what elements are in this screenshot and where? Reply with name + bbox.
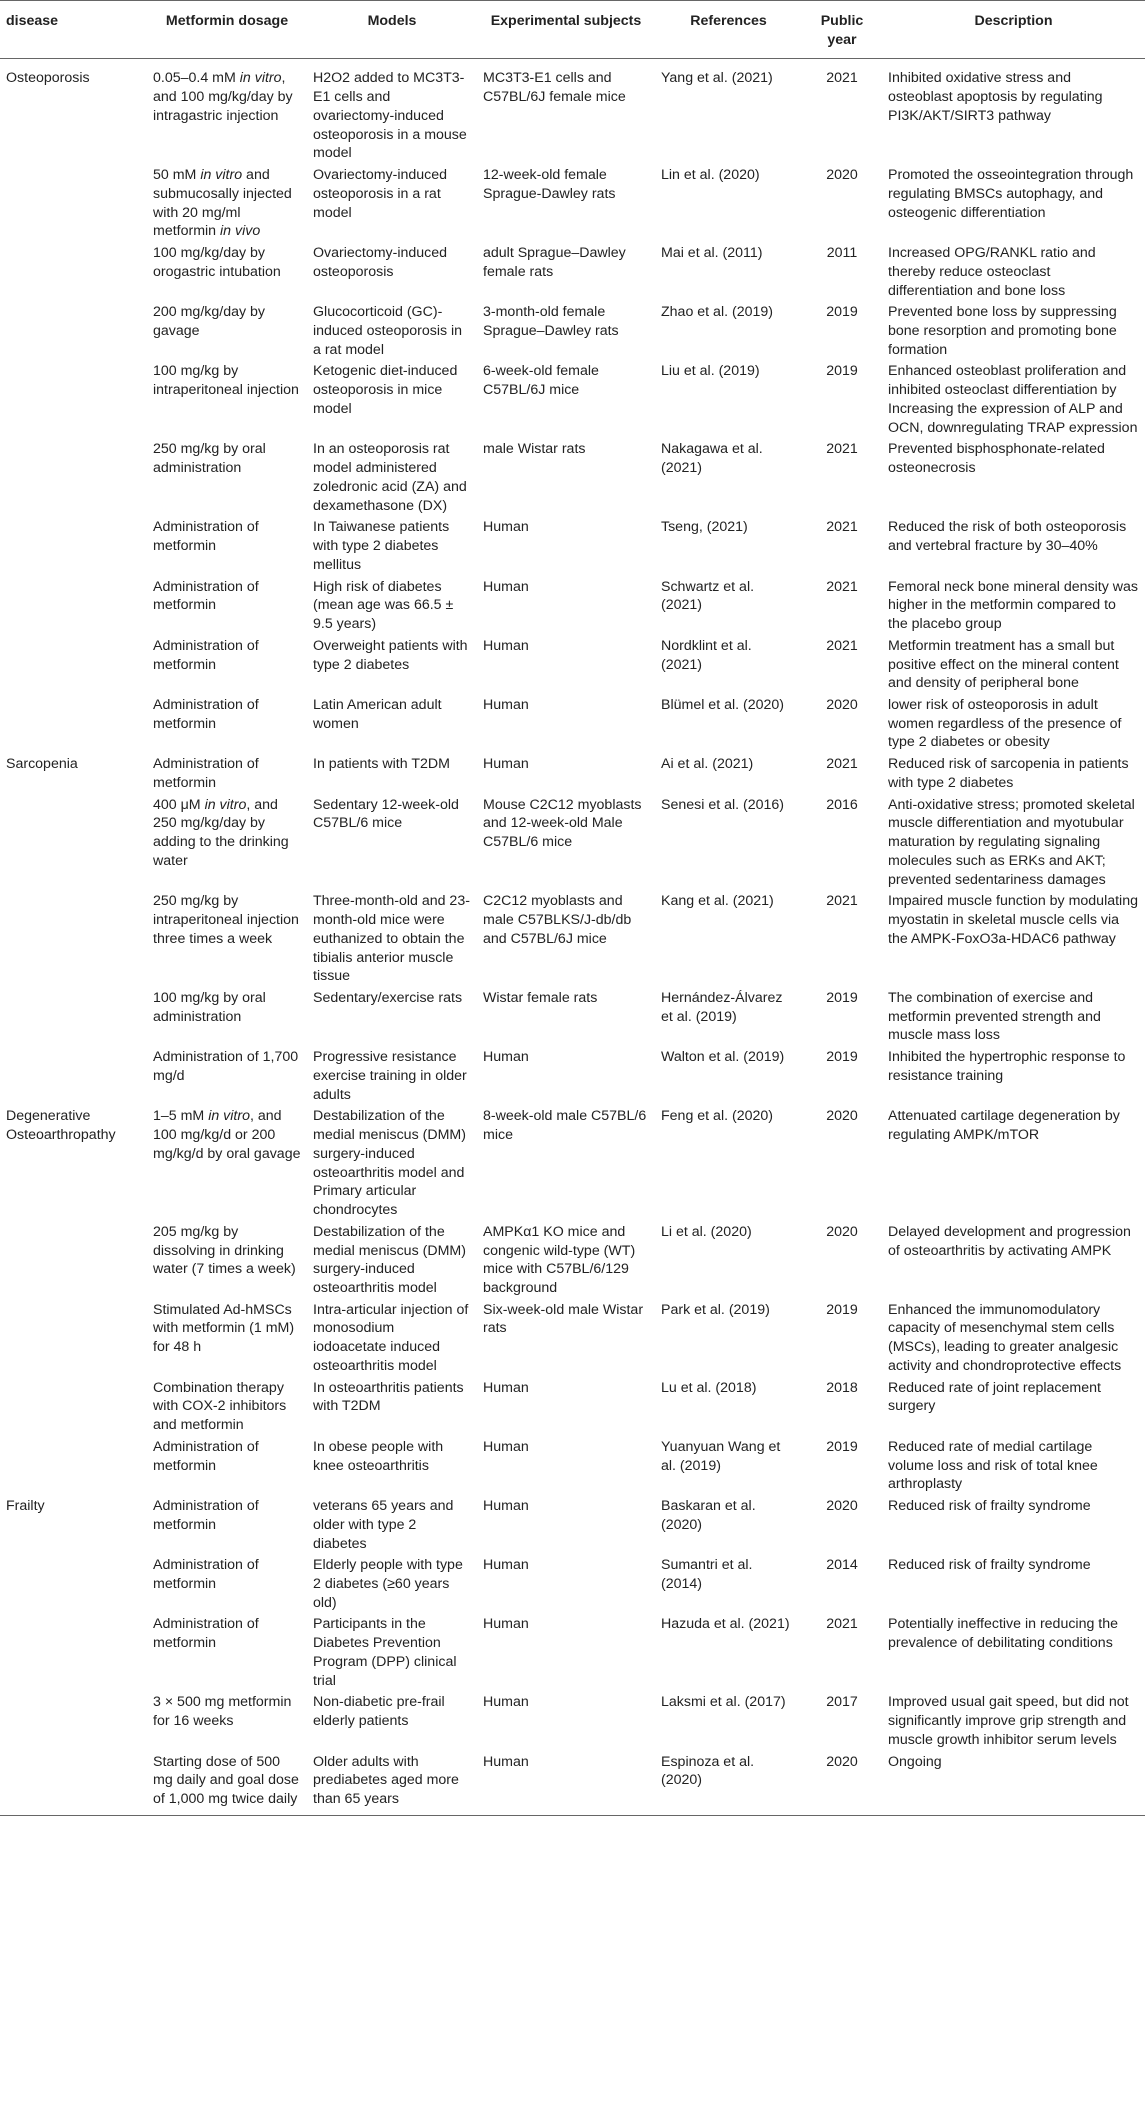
cell-reference: Senesi et al. (2016)	[661, 796, 785, 813]
header-references: References	[655, 1, 802, 59]
cell-subjects: Human	[483, 1438, 529, 1455]
cell-description: Reduced the risk of both osteoporosis and vertebral fracture by 30–40%	[888, 519, 1127, 555]
cell-description: Attenuated cartilage degeneration by regulating AMPK/mTOR	[888, 1108, 1120, 1144]
cell-models: Overweight patients with type 2 diabetes	[313, 637, 468, 673]
cell-subjects: 3-month-old female Sprague–Dawley rats	[483, 304, 619, 340]
cell-reference: Blümel et al. (2020)	[661, 696, 785, 713]
cell-year: 2018	[826, 1379, 858, 1396]
cell-reference: Ai et al. (2021)	[661, 756, 754, 773]
table-row	[0, 516, 1145, 575]
cell-models: Older adults with prediabetes aged more than 65 years	[307, 1751, 477, 1816]
cell-subjects: Human	[483, 637, 529, 654]
cell-subjects: AMPKα1 KO mice and congenic wild-type (WT) mice with C57BL/6/129 background	[483, 1223, 636, 1296]
table-body	[0, 59, 1145, 1815]
cell-dosage: 100 mg/kg by oral administration	[153, 989, 266, 1025]
cell-reference: Tseng, (2021)	[661, 519, 748, 536]
cell-disease	[0, 301, 147, 360]
cell-models: In patients with T2DM	[313, 756, 450, 773]
cell-reference: Walton et al. (2019)	[661, 1049, 785, 1066]
cell-dosage: Administration of metformin	[153, 756, 259, 791]
cell-subjects: Human	[483, 1557, 529, 1574]
table-row	[0, 753, 1145, 793]
cell-dosage: Administration of metformin	[153, 1616, 259, 1652]
cell-dosage: 250 mg/kg by oral administration	[153, 441, 266, 477]
cell-subjects: C2C12 myoblasts and male C57BLKS/J-db/db and C57BL/6J mice	[483, 893, 632, 947]
cell-reference: Mai et al. (2011)	[661, 245, 763, 262]
cell-year: 2019	[826, 989, 858, 1006]
cell-dosage: 100 mg/kg by intraperitoneal injection	[153, 363, 299, 399]
cell-dosage: 100 mg/kg/day by orogastric intubation	[153, 245, 281, 280]
cell-year: 2020	[826, 1108, 858, 1125]
cell-year: 2021	[826, 893, 858, 910]
cell-disease: Sarcopenia	[6, 756, 78, 773]
cell-models: Non-diabetic pre-frail elderly patients	[313, 1694, 445, 1730]
cell-models: Progressive resistance exercise training in older adults	[313, 1049, 467, 1103]
table-row	[0, 1299, 1145, 1377]
table-row	[0, 1554, 1145, 1613]
cell-description: Impaired muscle function by modulating myostatin in skeletal muscle cells via the AMPK-FoxO3a-HDAC6 pathway	[888, 893, 1138, 947]
cell-dosage: Administration of metformin	[153, 519, 259, 555]
cell-reference: Lin et al. (2020)	[661, 167, 760, 184]
cell-subjects: 6-week-old female C57BL/6J mice	[483, 363, 599, 399]
cell-description: Femoral neck bone mineral density was higher in the metformin compared to the placebo group	[888, 578, 1138, 633]
cell-year: 2017	[826, 1694, 858, 1711]
cell-models: In osteoarthritis patients with T2DM	[313, 1379, 464, 1415]
table-row	[0, 1046, 1145, 1105]
cell-subjects: MC3T3-E1 cells and C57BL/6J female mice	[483, 70, 626, 106]
cell-dosage: Administration of metformin	[153, 1438, 259, 1474]
cell-description: Prevented bisphosphonate-related osteonecrosis	[888, 441, 1105, 477]
cell-description: Inhibited oxidative stress and osteoblast apoptosis by regulating PI3K/AKT/SIRT3 pathway	[888, 70, 1103, 124]
cell-dosage: Administration of metformin	[153, 696, 259, 732]
cell-disease	[0, 164, 147, 242]
table-row	[0, 1495, 1145, 1554]
cell-disease	[0, 890, 147, 987]
cell-reference: Yuanyuan Wang et al. (2019)	[661, 1438, 781, 1474]
cell-description: Metformin treatment has a small but positive effect on the mineral content and density of peripheral bone	[888, 637, 1119, 692]
cell-disease: Frailty	[6, 1498, 45, 1515]
cell-dosage: Administration of metformin	[153, 637, 259, 673]
cell-dosage: 400 μM in vitro, and 250 mg/kg/day by adding to the drinking water	[153, 796, 289, 869]
cell-description: Anti-oxidative stress; promoted skeletal muscle differentiation and myotubular maturation by regulating signaling molecules such as ERKs and AKT; prevented sedentariness damages	[888, 796, 1135, 888]
header-subjects: Experimental subjects	[477, 1, 655, 59]
table-header	[0, 1, 1145, 59]
cell-models: In obese people with knee osteoarthritis	[313, 1438, 444, 1474]
cell-disease	[0, 635, 147, 694]
cell-subjects: Mouse C2C12 myoblasts and 12-week-old Male C57BL/6 mice	[483, 796, 642, 851]
table-row	[0, 635, 1145, 694]
cell-dosage: 0.05–0.4 mM in vitro, and 100 mg/kg/day by intragastric injection	[153, 70, 293, 124]
cell-subjects: Human	[483, 1379, 529, 1396]
table-row	[0, 987, 1145, 1046]
cell-description: Enhanced the immunomodulatory capacity of mesenchymal stem cells (MSCs), leading to greater analgesic activity and chondroprotective effects	[888, 1301, 1122, 1374]
table-row	[0, 1221, 1145, 1299]
cell-reference: Nakagawa et al. (2021)	[661, 441, 763, 477]
cell-year: 2021	[826, 1616, 858, 1633]
cell-models: Three-month-old and 23-month-old mice were euthanized to obtain the tibialis anterior muscle tissue	[313, 893, 470, 985]
header-dosage: Metformin dosage	[147, 1, 307, 59]
cell-description: lower risk of osteoporosis in adult women regardless of the presence of type 2 diabetes or obesity	[888, 696, 1122, 751]
cell-subjects: Human	[483, 578, 529, 595]
cell-reference: Baskaran et al. (2020)	[661, 1498, 756, 1533]
header-models: Models	[307, 1, 477, 59]
cell-reference: Kang et al. (2021)	[661, 893, 774, 910]
cell-year: 2021	[826, 70, 858, 87]
table-row	[0, 1691, 1145, 1750]
cell-models: Glucocorticoid (GC)-induced osteoporosis in a rat model	[313, 304, 463, 358]
cell-dosage: Stimulated Ad-hMSCs with metformin (1 mM) for 48 h	[153, 1301, 295, 1356]
cell-year: 2011	[826, 245, 858, 262]
table-row	[0, 164, 1145, 242]
table-row	[0, 890, 1145, 987]
cell-models: Destabilization of the medial meniscus (DMM) surgery-induced osteoarthritis model	[313, 1223, 466, 1296]
table-row	[0, 576, 1145, 635]
cell-description: The combination of exercise and metformin prevented strength and muscle mass loss	[888, 989, 1101, 1044]
cell-subjects: Human	[483, 696, 529, 713]
cell-disease	[0, 1613, 147, 1691]
cell-models: In an osteoporosis rat model administered zoledronic acid (ZA) and dexamethasone (DX)	[313, 441, 467, 514]
cell-models: Ketogenic diet-induced osteoporosis in mice model	[313, 363, 458, 417]
table-row	[0, 59, 1145, 164]
cell-models: High risk of diabetes (mean age was 66.5 ± 9.5 years)	[313, 578, 454, 633]
cell-disease	[0, 694, 147, 753]
cell-subjects: Human	[483, 1049, 529, 1066]
cell-models: Intra-articular injection of monosodium iodoacetate induced osteoarthritis model	[313, 1301, 469, 1374]
cell-disease	[0, 438, 147, 516]
cell-disease	[0, 1377, 147, 1436]
cell-subjects: Human	[483, 1694, 529, 1711]
cell-dosage: 50 mM in vitro and submucosally injected with 20 mg/ml metformin in vivo	[153, 167, 292, 240]
table-row	[0, 794, 1145, 891]
cell-description: Inhibited the hypertrophic response to resistance training	[888, 1049, 1126, 1084]
cell-description: Ongoing	[882, 1751, 1145, 1816]
cell-models: Ovariectomy-induced osteoporosis in a rat model	[313, 167, 448, 221]
cell-models: Sedentary/exercise rats	[313, 989, 463, 1006]
cell-subjects: Human	[483, 1498, 529, 1515]
cell-description: Enhanced osteoblast proliferation and inhibited osteoclast differentiation by Increasing the expression of ALP and OCN, downregulating TRAP expression	[888, 363, 1138, 436]
cell-year: 2014	[826, 1557, 858, 1574]
cell-dosage: 3 × 500 mg metformin for 16 weeks	[153, 1694, 292, 1730]
cell-dosage: Starting dose of 500 mg daily and goal dose of 1,000 mg twice daily	[147, 1751, 307, 1816]
cell-description: Improved usual gait speed, but did not significantly improve grip strength and muscle growth inhibitor serum levels	[888, 1694, 1129, 1748]
cell-subjects: Human	[483, 519, 529, 536]
cell-models: Elderly people with type 2 diabetes (≥60 years old)	[313, 1557, 463, 1611]
cell-models: H2O2 added to MC3T3-E1 cells and ovariectomy-induced osteoporosis in a mouse model	[313, 70, 467, 162]
cell-disease	[0, 360, 147, 438]
cell-reference: Lu et al. (2018)	[661, 1379, 757, 1396]
table-row	[0, 694, 1145, 753]
cell-disease	[0, 794, 147, 891]
cell-description: Reduced rate of medial cartilage volume loss and risk of total knee arthroplasty	[888, 1438, 1098, 1493]
cell-dosage: Administration of metformin	[153, 1557, 259, 1593]
table-row	[0, 301, 1145, 360]
cell-disease	[0, 242, 147, 301]
cell-description: Potentially ineffective in reducing the prevalence of debilitating conditions	[888, 1616, 1119, 1652]
cell-subjects: Wistar female rats	[483, 989, 598, 1006]
cell-dosage: Administration of metformin	[153, 1498, 259, 1533]
cell-dosage: 200 mg/kg/day by gavage	[153, 304, 265, 340]
cell-dosage: 205 mg/kg by dissolving in drinking water (7 times a week)	[153, 1223, 296, 1278]
table-row	[0, 1436, 1145, 1495]
cell-reference: Schwartz et al. (2021)	[661, 578, 755, 614]
cell-reference: Laksmi et al. (2017)	[661, 1694, 786, 1711]
cell-dosage: Administration of 1,700 mg/d	[153, 1049, 299, 1084]
cell-disease	[0, 1691, 147, 1750]
cell-description: Reduced rate of joint replacement surgery	[888, 1379, 1101, 1415]
header-disease: disease	[0, 1, 147, 59]
cell-subjects: 12-week-old female Sprague-Dawley rats	[483, 167, 616, 202]
cell-year: 2020	[826, 167, 858, 184]
cell-reference: Hernández-Álvarez et al. (2019)	[661, 989, 783, 1025]
cell-disease	[0, 576, 147, 635]
cell-subjects: adult Sprague–Dawley female rats	[483, 245, 626, 280]
table-row	[0, 360, 1145, 438]
cell-models: Destabilization of the medial meniscus (DMM) surgery-induced osteoarthritis model and Primary articular chondrocytes	[313, 1108, 466, 1219]
cell-subjects: Human	[477, 1751, 655, 1816]
cell-disease	[0, 516, 147, 575]
table-row	[0, 1377, 1145, 1436]
cell-disease	[0, 1221, 147, 1299]
cell-year: 2020	[802, 1751, 882, 1816]
cell-disease	[0, 1299, 147, 1377]
cell-reference: Park et al. (2019)	[661, 1301, 770, 1318]
cell-subjects: Six-week-old male Wistar rats	[483, 1301, 644, 1337]
table-row	[0, 242, 1145, 301]
cell-disease: Osteoporosis	[6, 70, 90, 87]
cell-disease	[0, 987, 147, 1046]
header-description: Description	[882, 1, 1145, 59]
cell-subjects: male Wistar rats	[483, 441, 586, 458]
cell-dosage: 250 mg/kg by intraperitoneal injection three times a week	[153, 893, 299, 947]
cell-models: Ovariectomy-induced osteoporosis	[313, 245, 448, 280]
table-row	[0, 1105, 1145, 1220]
header-year: Public year	[802, 1, 882, 59]
cell-description: Reduced risk of sarcopenia in patients with type 2 diabetes	[888, 756, 1129, 791]
cell-description: Reduced risk of frailty syndrome	[888, 1557, 1091, 1574]
cell-models: Latin American adult women	[313, 696, 442, 732]
cell-year: 2021	[826, 578, 858, 595]
cell-year: 2019	[826, 1049, 858, 1066]
cell-disease	[0, 1554, 147, 1613]
cell-year: 2019	[826, 1438, 858, 1455]
cell-reference: Yang et al. (2021)	[661, 70, 773, 87]
cell-dosage: 1–5 mM in vitro, and 100 mg/kg/d or 200 mg/kg/d by oral gavage	[153, 1108, 301, 1162]
cell-dosage: Combination therapy with COX-2 inhibitors and metformin	[153, 1379, 287, 1434]
cell-reference: Nordklint et al. (2021)	[661, 637, 752, 673]
cell-disease	[0, 1751, 147, 1816]
cell-description: Prevented bone loss by suppressing bone resorption and promoting bone formation	[888, 304, 1117, 358]
cell-reference: Hazuda et al. (2021)	[661, 1616, 790, 1633]
table-row	[0, 438, 1145, 516]
cell-reference: Feng et al. (2020)	[661, 1108, 773, 1125]
cell-models: Sedentary 12-week-old C57BL/6 mice	[313, 796, 459, 832]
cell-year: 2021	[826, 519, 858, 536]
cell-subjects: 8-week-old male C57BL/6 mice	[483, 1108, 647, 1144]
cell-year: 2020	[826, 1223, 858, 1240]
cell-subjects: Human	[483, 1616, 529, 1633]
cell-disease	[0, 1046, 147, 1105]
cell-description: Increased OPG/RANKL ratio and thereby reduce osteoclast differentiation and bone loss	[888, 245, 1096, 299]
cell-year: 2019	[826, 363, 858, 380]
cell-reference: Li et al. (2020)	[661, 1223, 752, 1240]
cell-description: Promoted the osseointegration through regulating BMSCs autophagy, and osteogenic differentiation	[888, 167, 1134, 221]
table-row	[0, 1613, 1145, 1691]
cell-year: 2020	[826, 696, 858, 713]
cell-reference: Espinoza et al. (2020)	[655, 1751, 802, 1816]
cell-subjects: Human	[483, 756, 529, 773]
cell-year: 2021	[826, 441, 858, 458]
cell-year: 2019	[826, 304, 858, 321]
cell-reference: Liu et al. (2019)	[661, 363, 760, 380]
cell-reference: Zhao et al. (2019)	[661, 304, 773, 321]
cell-disease	[0, 1436, 147, 1495]
cell-description: Delayed development and progression of osteoarthritis by activating AMPK	[888, 1223, 1131, 1259]
cell-year: 2020	[826, 1498, 858, 1515]
cell-year: 2019	[826, 1301, 858, 1318]
cell-models: Participants in the Diabetes Prevention Program (DPP) clinical trial	[313, 1616, 457, 1689]
cell-disease: Degenerative Osteoarthropathy	[6, 1108, 116, 1144]
table-row	[0, 1751, 1145, 1816]
cell-description: Reduced risk of frailty syndrome	[888, 1498, 1091, 1515]
cell-reference: Sumantri et al. (2014)	[661, 1557, 753, 1593]
cell-year: 2021	[826, 637, 858, 654]
cell-year: 2021	[826, 756, 858, 773]
cell-models: In Taiwanese patients with type 2 diabetes mellitus	[313, 519, 450, 573]
cell-dosage: Administration of metformin	[153, 578, 259, 614]
cell-models: veterans 65 years and older with type 2 diabetes	[313, 1498, 454, 1552]
cell-year: 2016	[826, 796, 858, 813]
